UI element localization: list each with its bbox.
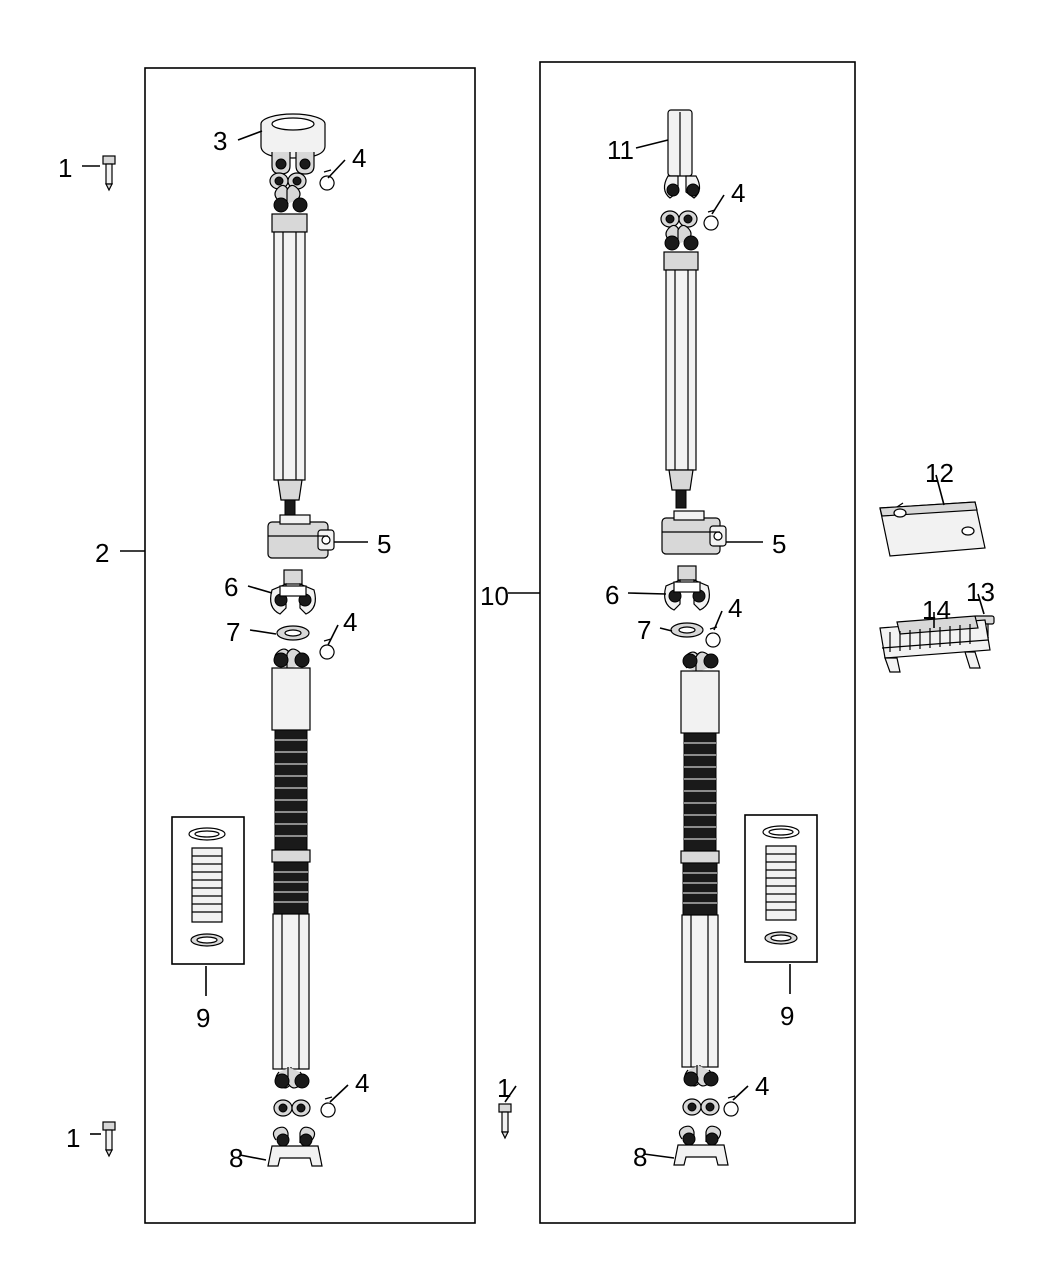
callout-9-a: 9 bbox=[196, 1003, 211, 1033]
part-9-boot-kit-right bbox=[745, 815, 817, 962]
callout-7-b: 7 bbox=[637, 615, 652, 645]
callout-6-b: 6 bbox=[605, 580, 620, 610]
callout-5-a: 5 bbox=[377, 529, 392, 559]
part-1-bolt-top-left bbox=[103, 156, 115, 190]
part-1-bolt-bottom-left bbox=[103, 1122, 115, 1156]
callout-12: 12 bbox=[925, 458, 954, 488]
callout-4-c: 4 bbox=[355, 1068, 370, 1098]
callout-11: 11 bbox=[607, 135, 634, 165]
callout-8-a: 8 bbox=[229, 1143, 244, 1173]
callout-6-a: 6 bbox=[224, 572, 239, 602]
callout-1-b: 1 bbox=[66, 1123, 81, 1153]
callout-4-e: 4 bbox=[728, 593, 743, 623]
callout-3: 3 bbox=[213, 126, 228, 156]
part-12-heat-shield bbox=[880, 502, 985, 556]
callout-10: 10 bbox=[480, 581, 509, 611]
part-driveshaft-lower-right bbox=[681, 652, 719, 1067]
part-5-center-bearing-left bbox=[268, 515, 334, 558]
callout-5-b: 5 bbox=[772, 529, 787, 559]
callout-4-d: 4 bbox=[731, 178, 746, 208]
part-driveshaft-upper-left bbox=[272, 185, 307, 518]
part-9-boot-kit-left bbox=[172, 817, 244, 964]
part-7-seal-ring-left bbox=[277, 626, 309, 640]
callout-4-a: 4 bbox=[352, 143, 367, 173]
callout-1: 1 bbox=[58, 153, 73, 183]
part-5-center-bearing-right bbox=[662, 511, 726, 554]
part-driveshaft-lower-left bbox=[272, 649, 310, 1069]
callout-2: 2 bbox=[95, 538, 110, 568]
callout-13: 13 bbox=[966, 577, 995, 607]
callout-8-b: 8 bbox=[633, 1142, 648, 1172]
callout-14: 14 bbox=[922, 595, 951, 625]
callout-4-b: 4 bbox=[343, 607, 358, 637]
part-7-seal-ring-right bbox=[671, 623, 703, 637]
part-1-bolt-right bbox=[499, 1104, 511, 1138]
callout-7-a: 7 bbox=[226, 617, 241, 647]
callout-4-f: 4 bbox=[755, 1071, 770, 1101]
group-box-2 bbox=[145, 68, 475, 1223]
callout-1-c: 1 bbox=[497, 1073, 512, 1103]
callout-9-b: 9 bbox=[780, 1001, 795, 1031]
part-driveshaft-upper-right bbox=[664, 225, 698, 508]
